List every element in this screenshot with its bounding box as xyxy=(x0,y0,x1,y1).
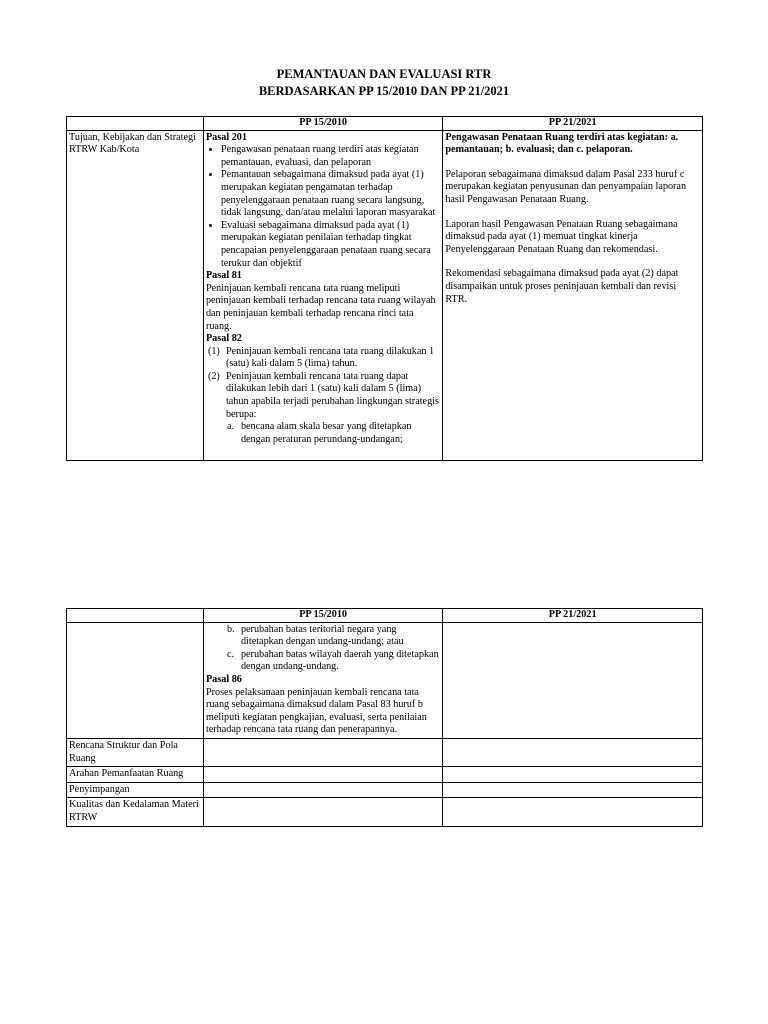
list-item: • Pengawasan penataan ruang terdiri atas kegiatan pemantauan, evaluasi, dan pelaporan xyxy=(221,144,440,169)
list-item: • Pemantauan sebagaimana dimaksud pada ayat (1) merupakan kegiatan pengamatan terhadap penyelenggaraan penataan ruang secara langsung, tidak langsung, dan/atau melalui laporan masyarakat xyxy=(221,169,440,219)
row-label: Arahan Pemanfaatan Ruang xyxy=(67,767,204,783)
comparison-table-2 xyxy=(66,608,703,827)
list-number: (2) xyxy=(207,370,220,382)
bullet-list xyxy=(206,144,440,270)
pp21-cell xyxy=(443,738,703,766)
pp15-cell xyxy=(203,130,442,460)
list-letter: a. xyxy=(226,421,235,433)
table-row xyxy=(67,782,703,798)
pp21-cell xyxy=(443,798,703,826)
pasal-heading: Pasal 86 xyxy=(205,673,242,685)
table-row xyxy=(67,798,703,826)
paragraph: Rekomendasi sebagaimana dimaksud pada ayat (2) dapat disampaikan untuk proses peninjauan kembali dan revisi RTR. xyxy=(445,268,679,305)
pp15-cell xyxy=(203,767,442,783)
pasal-heading: Pasal 82 xyxy=(205,333,242,345)
pp15-cell xyxy=(203,798,442,826)
pp21-cell xyxy=(443,767,703,783)
list-text: bencana alam skala besar yang ditetapkan dengan peraturan perundang-undangan; xyxy=(240,421,412,445)
header-pp21: PP 21/2021 xyxy=(443,609,703,623)
list-item xyxy=(226,623,440,649)
paragraph: Laporan hasil Pengawasan Penataan Ruang sebagaimana dimaksud pada ayat (1) memuat tingkat kinerja Penyelenggaraan Penataan Ruang dan rekomendasi. xyxy=(445,218,678,255)
pp21-cell xyxy=(443,622,703,738)
table-header-row xyxy=(67,117,703,131)
list-text: perubahan batas wilayah daerah yang ditetapkan dengan undang-undang. xyxy=(240,648,439,673)
pasal-heading: Pasal 201 xyxy=(205,131,247,143)
paragraph: Proses pelaksanaan peninjauan kembali rencana tata ruang sebagaimana dimaksud dalam Pasal 83 huruf b meliputi kegiatan pengkajian, evaluasi, serta penilaian terhadap rencana tata ruang dan penerapannya. xyxy=(205,686,427,736)
row-label: Tujuan, Kebijakan dan Strategi RTRW Kab/Kota xyxy=(67,130,204,460)
table-row xyxy=(67,130,703,460)
header-empty-cell xyxy=(67,117,204,131)
alpha-list xyxy=(206,624,440,674)
list-item xyxy=(207,370,440,421)
list-item: • Evaluasi sebagaimana dimaksud pada ayat (1) merupakan kegiatan penilaian terhadap tingkat pencapaian penyelenggaraan penataan ruang secara terukur dan objektif xyxy=(221,220,440,270)
header-empty-cell xyxy=(67,609,204,623)
list-letter: b. xyxy=(226,623,235,635)
pp21-cell xyxy=(443,782,703,798)
table-header-row xyxy=(67,609,703,623)
list-item xyxy=(207,345,440,371)
table-row xyxy=(67,622,703,738)
numbered-list xyxy=(206,346,440,422)
table-row xyxy=(67,767,703,783)
list-item xyxy=(226,648,440,674)
pp21-cell xyxy=(443,130,703,460)
comparison-table-1 xyxy=(66,116,703,461)
row-label: Kualitas dan Kedalaman Materi RTRW xyxy=(67,798,204,826)
list-text: Peninjauan kembali rencana tata ruang dilakukan 1 (satu) kali dalam 5 (lima) tahun. xyxy=(225,345,435,370)
pp15-cell xyxy=(203,738,442,766)
header-pp21: PP 21/2021 xyxy=(443,117,703,131)
paragraph: Pelaporan sebagaimana dimaksud dalam Pasal 233 huruf c merupakan kegiatan penyusunan dan penyampaian laporan hasil Pengawasan Penataan Ruang. xyxy=(445,168,687,205)
list-number: (1) xyxy=(207,345,220,357)
header-pp15: PP 15/2010 xyxy=(203,609,442,623)
document-title: PEMANTAUAN DAN EVALUASI RTR xyxy=(276,67,492,81)
pp21-heading: Pengawasan Penataan Ruang terdiri atas kegiatan: a. pemantauan; b. evaluasi; dan c. pelaporan. xyxy=(445,131,679,156)
alpha-list xyxy=(206,421,440,446)
list-item xyxy=(226,421,440,446)
row-label xyxy=(67,622,204,738)
pasal-heading: Pasal 81 xyxy=(205,270,242,282)
header-pp15: PP 15/2010 xyxy=(203,117,442,131)
list-text: Peninjauan kembali rencana tata ruang dapat dilakukan lebih dari 1 (satu) kali dalam 5 (lima) tahun apabila terjadi perubahan lingkungan strategis berupa: xyxy=(225,370,439,420)
list-letter: c. xyxy=(226,648,235,660)
pp15-cell xyxy=(203,782,442,798)
row-label: Rencana Struktur dan Pola Ruang xyxy=(67,738,204,766)
row-label: Penyimpangan xyxy=(67,782,204,798)
pp15-cell xyxy=(203,622,442,738)
document-subtitle: BERDASARKAN PP 15/2010 DAN PP 21/2021 xyxy=(258,84,510,98)
table-row xyxy=(67,738,703,766)
list-text: perubahan batas teritorial negara yang ditetapkan dengan undang-undang; atau xyxy=(240,623,404,648)
paragraph: Peninjauan kembali rencana tata ruang meliputi peninjauan kembali terhadap rencana tata ruang wilayah dan peninjauan kembali terhadap rencana rinci tata ruang. xyxy=(205,282,436,332)
